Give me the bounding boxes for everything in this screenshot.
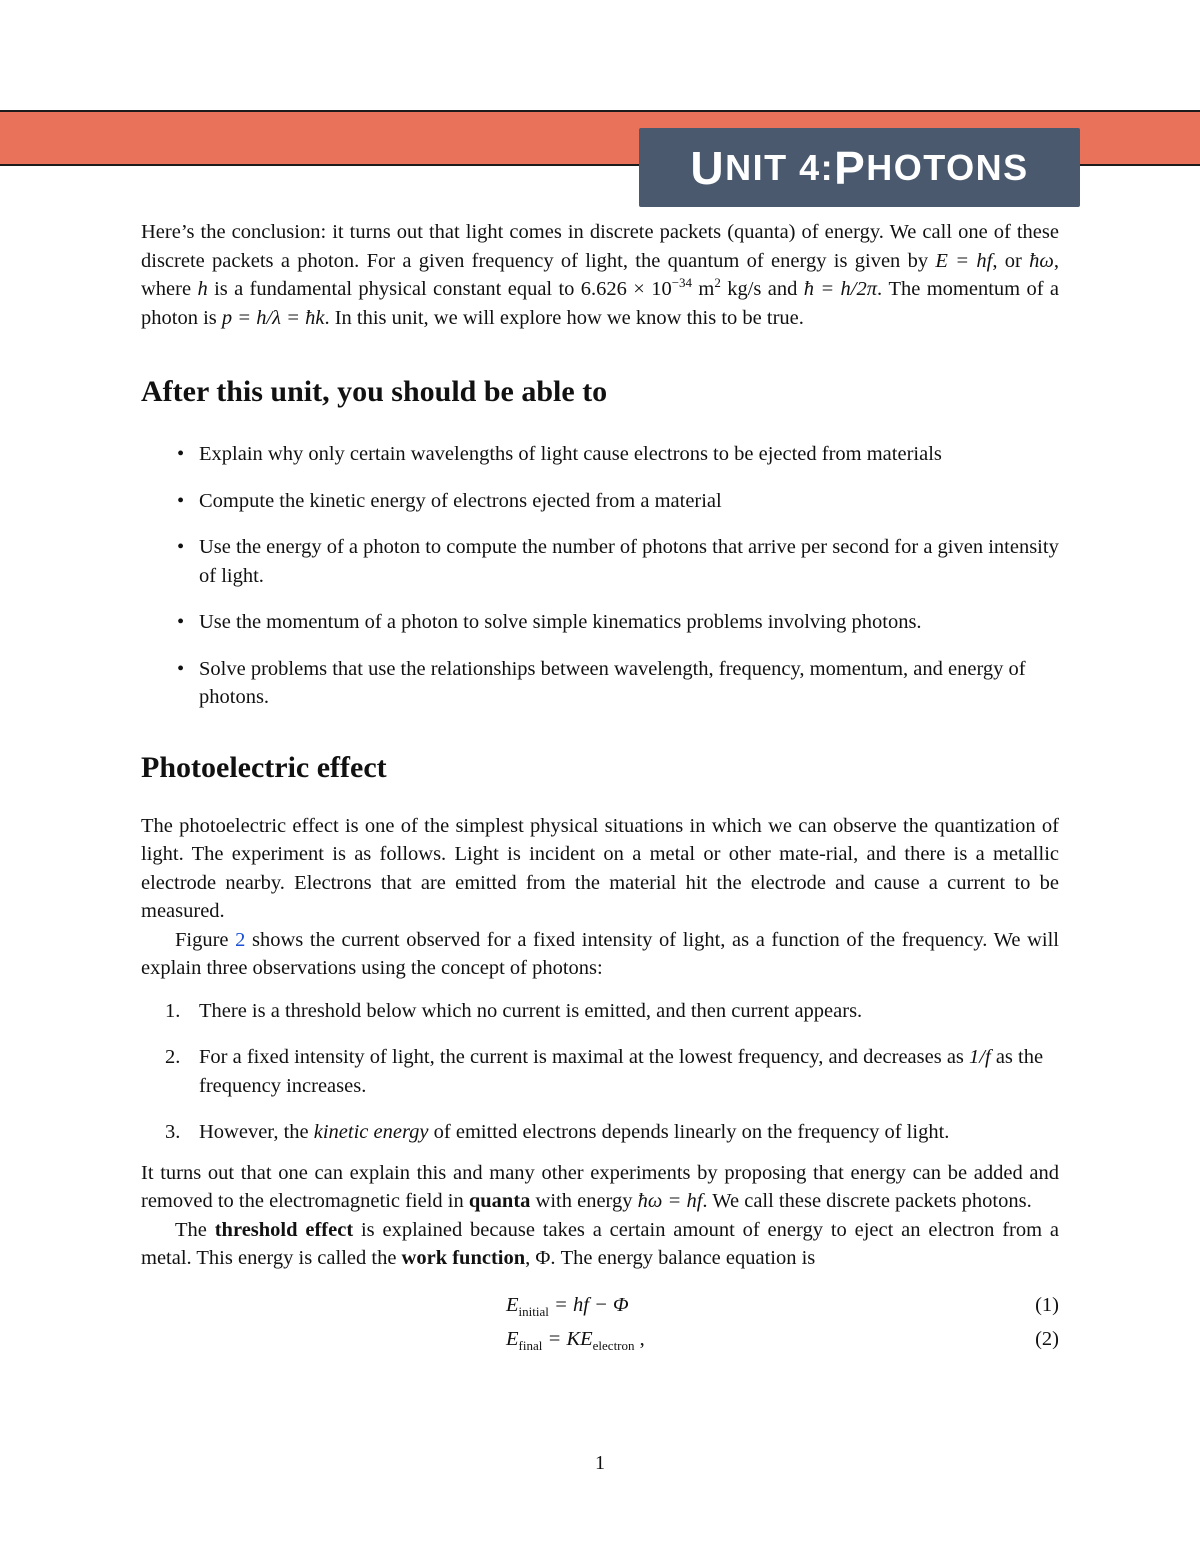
title-letter-u: U bbox=[690, 141, 726, 194]
unit-title-box bbox=[639, 128, 1080, 207]
page-content bbox=[141, 218, 1059, 1359]
equation-1-number: (1) bbox=[1035, 1293, 1059, 1316]
intro-paragraph: Here’s the conclusion: it turns out that light comes in discrete packets (quanta) of energy. We call one of these discrete packets a photon. For a given frequency of light, the quantum of energy is given by E = hf, or ħω, where h is a fundamental physical constant equal to $6.626 \times 10^{-34}$ $m^2$ kg/s and ħ = h/2π. The momentum of a photon is p = h/λ = ħk. In this unit, we will explore how we know this to be true. bbox=[141, 221, 1059, 329]
objectives-list bbox=[141, 440, 1059, 712]
list-item: 2. For a fixed intensity of light, the current is maximal at the lowest frequency, and decreases as 1/f as the frequency increases. bbox=[165, 1046, 1044, 1097]
title-letter-p: P bbox=[834, 141, 867, 194]
list-item: • Use the energy of a photon to compute the number of photons that arrive per second for a given intensity of light. bbox=[141, 533, 1059, 590]
objectives-heading: After this unit, you should be able to bbox=[141, 375, 608, 408]
photoelectric-heading: Photoelectric effect bbox=[141, 750, 387, 784]
photoelectric-paragraph-2: Figure 2 shows the current observed for a fixed intensity of light, as a function of the frequency. We will explain three observations using the concept of photons: bbox=[141, 928, 1059, 979]
equation-2: $E_{final} = KE_{electron}$ , (2) bbox=[141, 1325, 1059, 1359]
equation-1: $E_{initial}$ = hf − Φ (1) bbox=[141, 1291, 1059, 1325]
title-part-nit: NIT 4: bbox=[725, 146, 835, 188]
page-number: 1 bbox=[595, 1452, 605, 1474]
observations-list bbox=[141, 997, 1059, 1147]
photoelectric-paragraph-4: The threshold effect is explained because takes a certain amount of energy to eject an electron from a metal. This energy is called the work function, Φ. The energy balance equation is bbox=[141, 1218, 1059, 1269]
list-item: • Solve problems that use the relationships between wavelength, frequency, momentum, and energy of photons. bbox=[141, 655, 1059, 712]
figure-2-link[interactable]: 2 bbox=[235, 928, 246, 951]
list-item: • Compute the kinetic energy of electrons ejected from a material bbox=[141, 487, 1059, 516]
list-item: • Explain why only certain wavelengths of light cause electrons to be ejected from materials bbox=[141, 440, 1059, 469]
equation-2-number: (2) bbox=[1035, 1327, 1059, 1350]
list-item: • Use the momentum of a photon to solve simple kinematics problems involving photons. bbox=[141, 608, 1059, 637]
list-item: 3. However, the kinetic energy of emitted electrons depends linearly on the frequency of light. bbox=[165, 1121, 950, 1143]
title-part-hotons: HOTONS bbox=[866, 146, 1029, 188]
list-item: 1. There is a threshold below which no current is emitted, and then current appears. bbox=[165, 999, 863, 1022]
photoelectric-paragraph-1: The photoelectric effect is one of the simplest physical situations in which we can observe the quantization of light. The experiment is as follows. Light is incident on a metal or other mate-rial, and there is a metallic electrode nearby. Electrons that are emitted from the material hit the electrode and cause a current to be measured. bbox=[141, 814, 1059, 922]
photoelectric-paragraph-3: It turns out that one can explain this and many other experiments by proposing that energy can be added and removed to the electromagnetic field in quanta with energy ħω = hf. We call these discrete packets photons. bbox=[141, 1161, 1059, 1212]
